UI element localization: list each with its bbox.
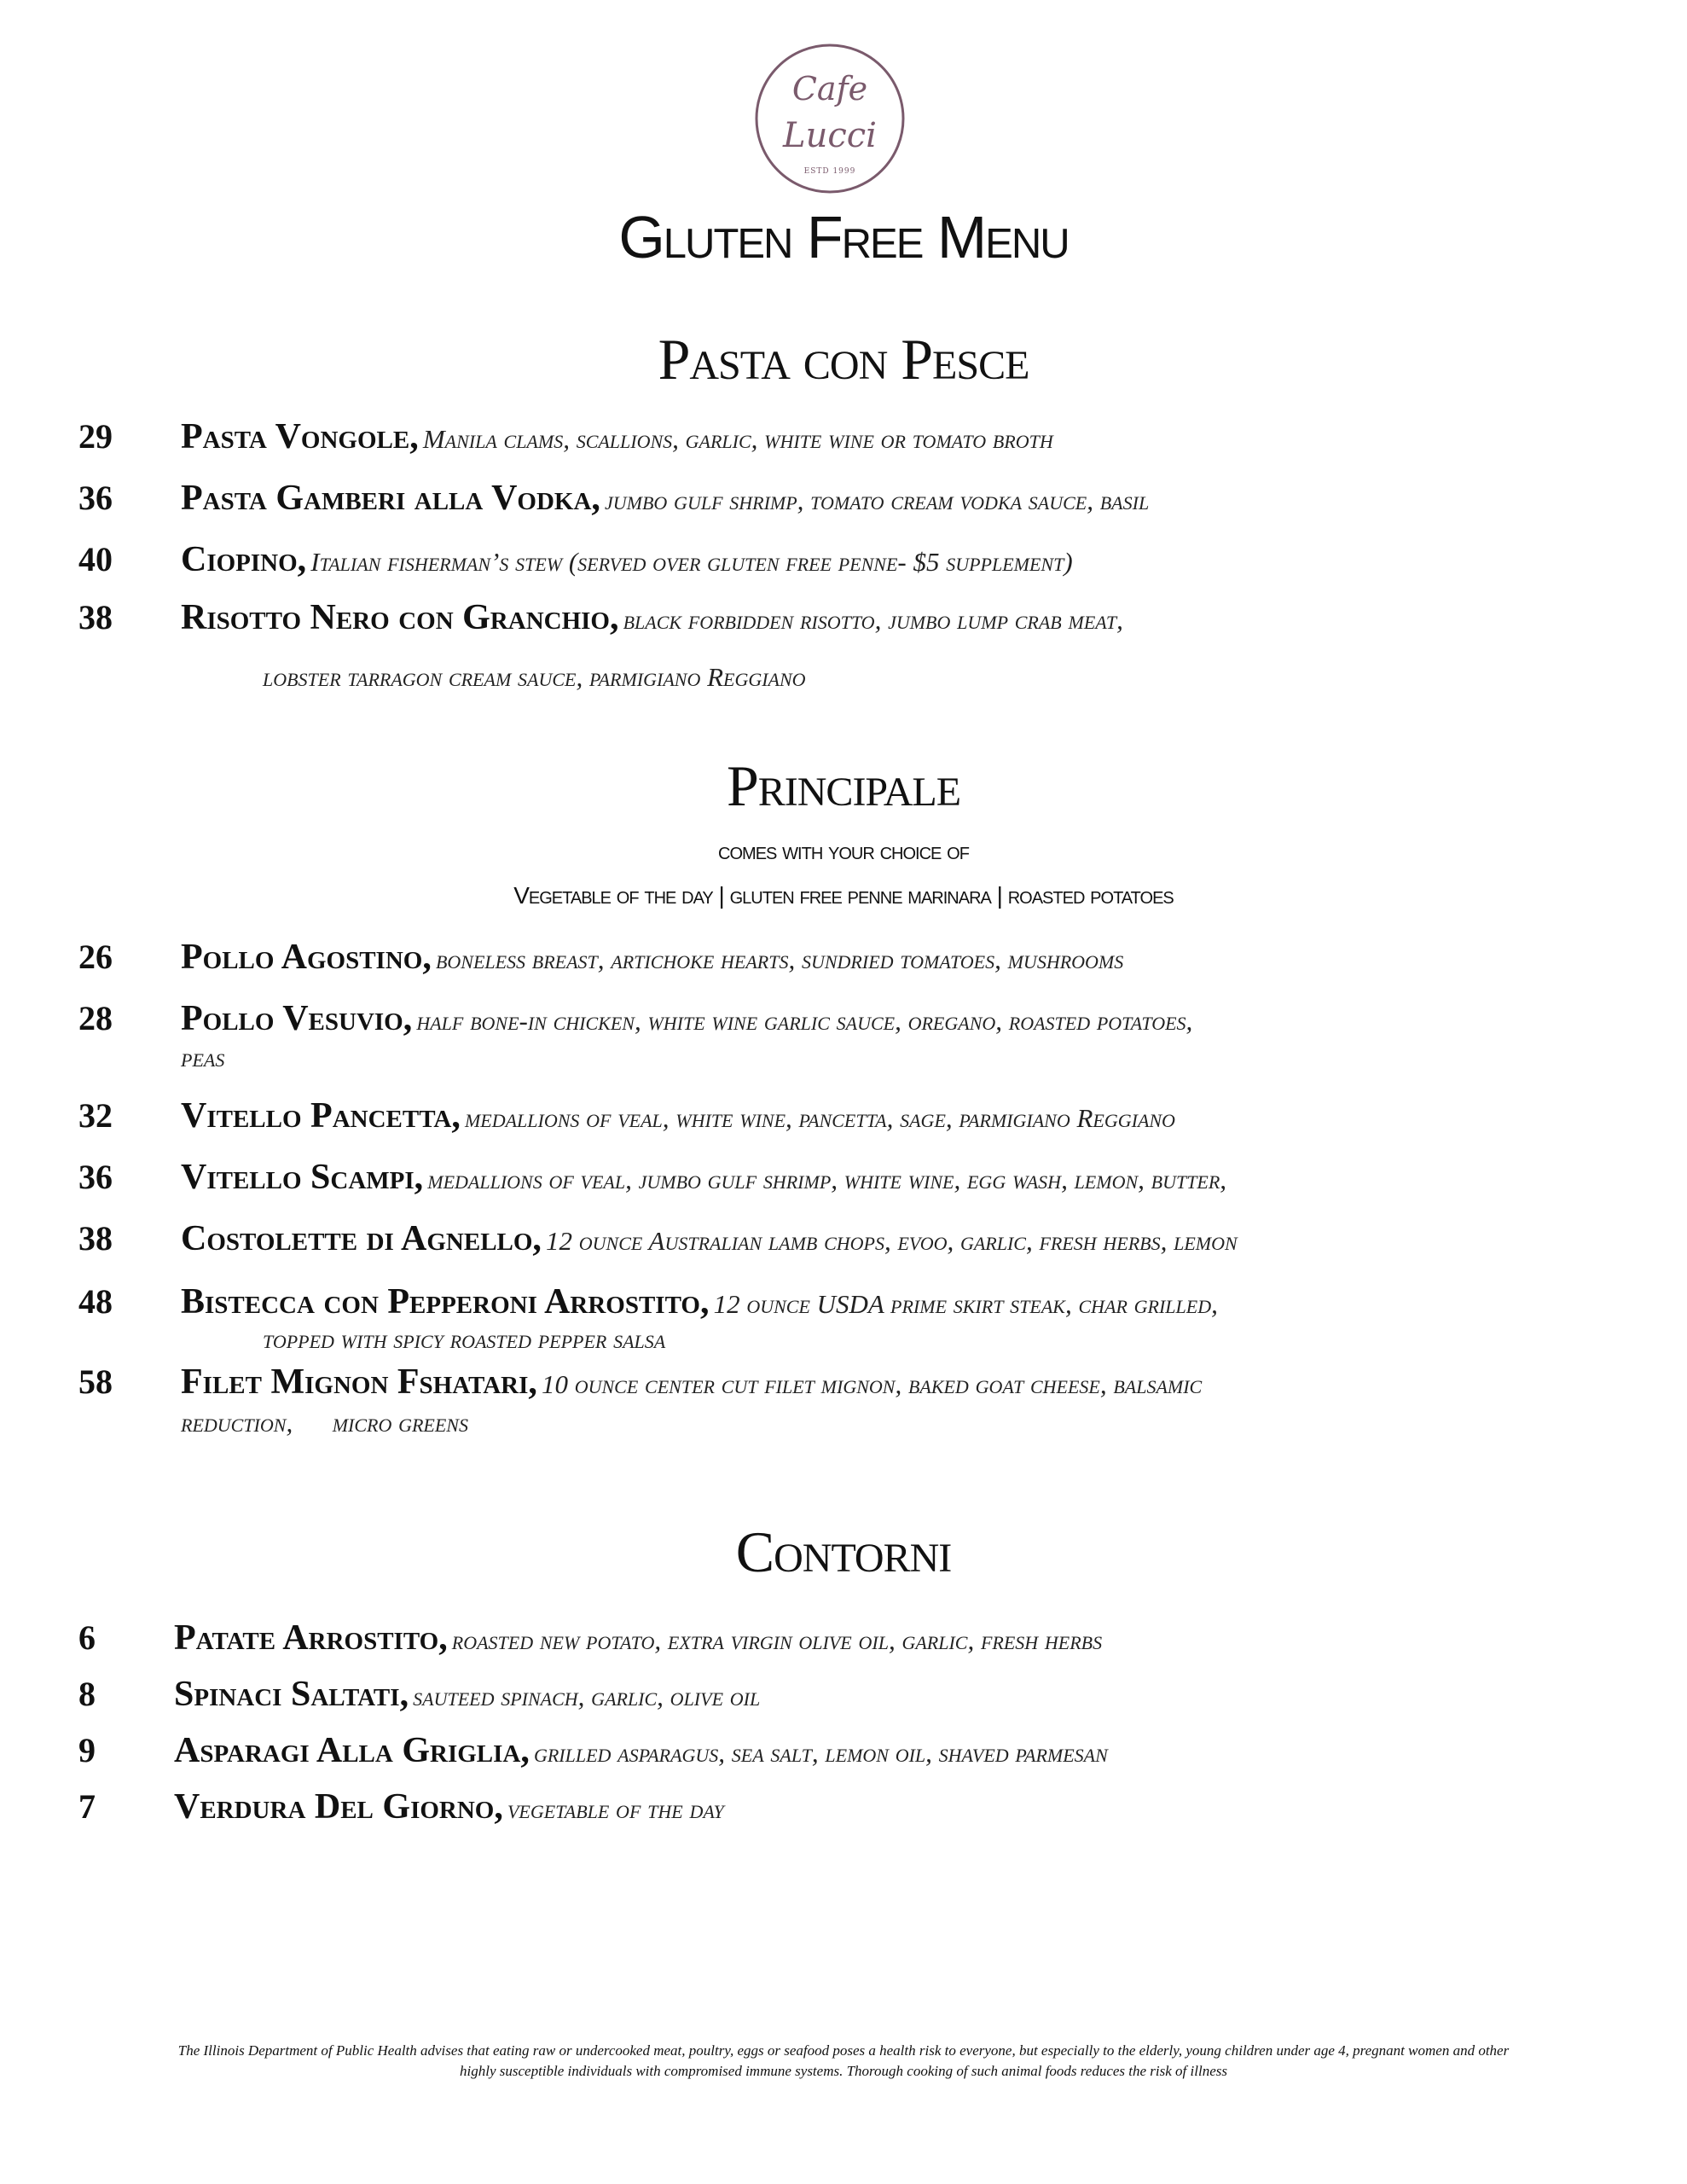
item-name: Risotto Nero con Granchio,: [181, 598, 619, 637]
item-price: 36: [78, 1158, 113, 1196]
item-name: Bistecca con Pepperoni Arrostito,: [181, 1282, 710, 1321]
item-name: Spinaci Saltati,: [174, 1675, 409, 1714]
item-name: Costolette di Agnello,: [181, 1219, 542, 1258]
item-name: Pasta Vongole,: [181, 417, 419, 456]
item-price: 38: [78, 598, 113, 636]
section-note: comes with your choice of: [718, 838, 969, 864]
item-description: roasted new potato, extra virgin olive oil, garlic, fresh herbs: [451, 1625, 1103, 1655]
section-title-contorni: Contorni: [735, 1519, 952, 1584]
item-name: Vitello Scampi,: [181, 1158, 424, 1197]
item-name: Pollo Vesuvio,: [181, 999, 413, 1038]
item-description-continued: reduction, micro greens: [181, 1408, 468, 1438]
item-price: 7: [78, 1787, 96, 1826]
item-description: sauteed spinach, garlic, olive oil: [413, 1682, 761, 1711]
item-description: 10 ounce center cut filet mignon, baked goat cheese, balsamic: [541, 1369, 1203, 1399]
item-description: boneless breast, artichoke hearts, sundried tomatoes, mushrooms: [435, 944, 1124, 974]
section-title-principale: Principale: [726, 753, 961, 818]
item-price: 58: [78, 1362, 113, 1401]
item-price: 28: [78, 999, 113, 1037]
item-price: 6: [78, 1618, 96, 1657]
item-description-continued: topped with spicy roasted pepper salsa: [263, 1324, 666, 1354]
item-name: Asparagi Alla Griglia,: [174, 1731, 530, 1770]
item-price: 29: [78, 417, 113, 456]
disclaimer-line-1: The Illinois Department of Public Health advises that eating raw or undercooked meat, poultry, eggs or seafood poses a health risk to everyone, but especially to the elderly, young children under age 4, pregnant women and other: [177, 2042, 1510, 2059]
item-name: Verdura Del Giorno,: [174, 1787, 503, 1827]
item-name: Pasta Gamberi alla Vodka,: [181, 479, 600, 518]
item-description: black forbidden risotto, jumbo lump crab meat,: [623, 605, 1123, 635]
item-price: 26: [78, 938, 113, 976]
item-description: grilled asparagus, sea salt, lemon oil, shaved parmesan: [533, 1738, 1108, 1768]
item-name: Filet Mignon Fshatari,: [181, 1362, 537, 1402]
health-disclaimer: [68, 2041, 1619, 2082]
item-price: 32: [78, 1096, 113, 1135]
item-price: 8: [78, 1675, 96, 1713]
section-note-options: Vegetable of the day | gluten free penne marinara | roasted potatoes: [513, 882, 1174, 909]
logo-text-est: ESTD 1999: [803, 167, 856, 176]
item-description: Italian fisherman’s stew (served over gluten free penne- $5 supplement): [310, 547, 1073, 577]
item-description: half bone-in chicken, white wine garlic sauce, oregano, roasted potatoes,: [416, 1006, 1193, 1036]
item-description-continued: peas: [181, 1043, 225, 1072]
item-price: 36: [78, 479, 113, 517]
section-title-pasta: Pasta con Pesce: [658, 327, 1029, 392]
cafe-lucci-logo: [752, 41, 907, 196]
page-title: Gluten Free Menu: [618, 204, 1069, 270]
logo-text-cafe: Cafe: [791, 70, 868, 107]
item-description: jumbo gulf shrimp, tomato cream vodka sauce, basil: [605, 485, 1150, 515]
item-description: medallions of veal, jumbo gulf shrimp, white wine, egg wash, lemon, butter,: [427, 1165, 1227, 1194]
item-name: Vitello Pancetta,: [181, 1096, 461, 1136]
item-description: Manila clams, scallions, garlic, white wine or tomato broth: [422, 424, 1053, 454]
item-description: medallions of veal, white wine, pancetta, sage, parmigiano Reggiano: [464, 1103, 1175, 1133]
item-name: Ciopino,: [181, 540, 307, 579]
item-price: 48: [78, 1282, 113, 1321]
logo-text-lucci: Lucci: [783, 116, 877, 155]
item-description: 12 ounce USDA prime skirt steak, char grilled,: [713, 1289, 1218, 1319]
item-description: 12 ounce Australian lamb chops, evoo, garlic, fresh herbs, lemon: [546, 1226, 1238, 1256]
item-price: 38: [78, 1219, 113, 1258]
item-name: Patate Arrostito,: [174, 1618, 448, 1658]
item-price: 9: [78, 1731, 96, 1769]
item-price: 40: [78, 540, 113, 578]
disclaimer-line-2: highly susceptible individuals with compromised immune systems. Thorough cooking of such animal foods reduces the risk of illness: [460, 2063, 1227, 2079]
item-name: Pollo Agostino,: [181, 938, 432, 977]
item-description-continued: lobster tarragon cream sauce, parmigiano Reggiano: [263, 662, 806, 692]
item-description: vegetable of the day: [507, 1794, 724, 1824]
